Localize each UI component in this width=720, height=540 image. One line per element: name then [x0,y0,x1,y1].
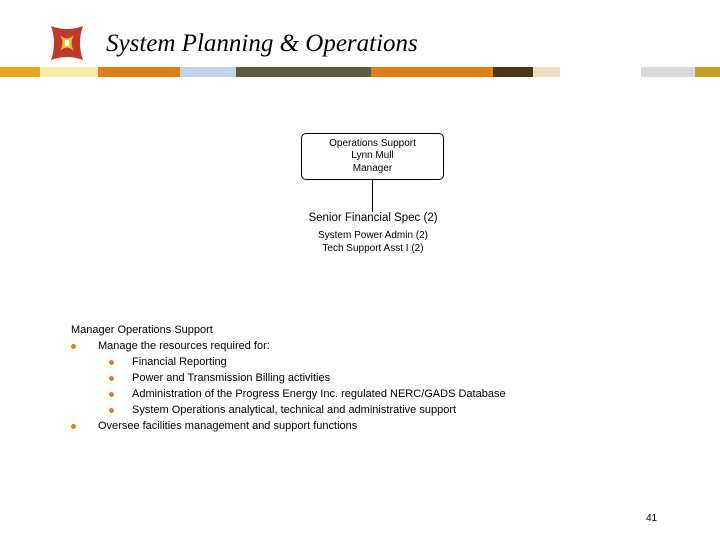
list-item-text: Power and Transmission Billing activities [132,372,331,384]
list-item [71,370,506,386]
list-item [71,354,506,370]
stripe-segment [560,67,641,77]
stripe-segment [98,67,180,77]
bullet-icon [109,408,114,413]
page-number: 41 [646,513,658,524]
org-box-unit: Operations Support [329,137,416,149]
bullet-icon [71,424,76,429]
bullet-icon [71,344,76,349]
stripe-segment [40,67,98,77]
subordinate-item: Tech Support Asst I (2) [322,242,424,254]
header-color-stripe [0,67,720,77]
stripe-segment [493,67,533,77]
stripe-segment [236,67,371,77]
list-item-text: Financial Reporting [132,356,227,368]
stripe-segment [695,67,720,77]
stripe-segment [641,67,695,77]
org-box-person: Lynn Mull [351,150,394,162]
stripe-segment [0,67,40,77]
list-item-text: Manage the resources required for: [98,340,270,352]
progress-energy-logo-icon [47,22,87,64]
bullet-icon [109,392,114,397]
manager-org-box [301,133,444,180]
list-item [71,418,506,434]
stripe-segment [533,67,560,77]
subordinate-heading: Senior Financial Spec (2) [308,212,438,224]
list-item-text: Oversee facilities management and support functions [98,420,358,432]
org-box-role: Manager [352,162,393,174]
list-item [71,386,506,402]
list-item-text: System Operations analytical, technical and administrative support [132,404,457,416]
bullet-icon [109,376,114,381]
page-title: System Planning & Operations [106,30,418,57]
stripe-segment [371,67,493,77]
stripe-segment [180,67,236,77]
list-item [71,338,506,354]
list-item [71,402,506,418]
bullet-icon [109,360,114,365]
subordinate-item: System Power Admin (2) [317,230,429,241]
org-connector-line [372,180,373,212]
logo-svg [47,22,87,64]
subordinate-list [273,230,473,255]
list-item-text: Administration of the Progress Energy Inc. regulated NERC/GADS Database [132,388,506,400]
role-description [71,322,506,434]
description-heading: Manager Operations Support [71,324,213,336]
